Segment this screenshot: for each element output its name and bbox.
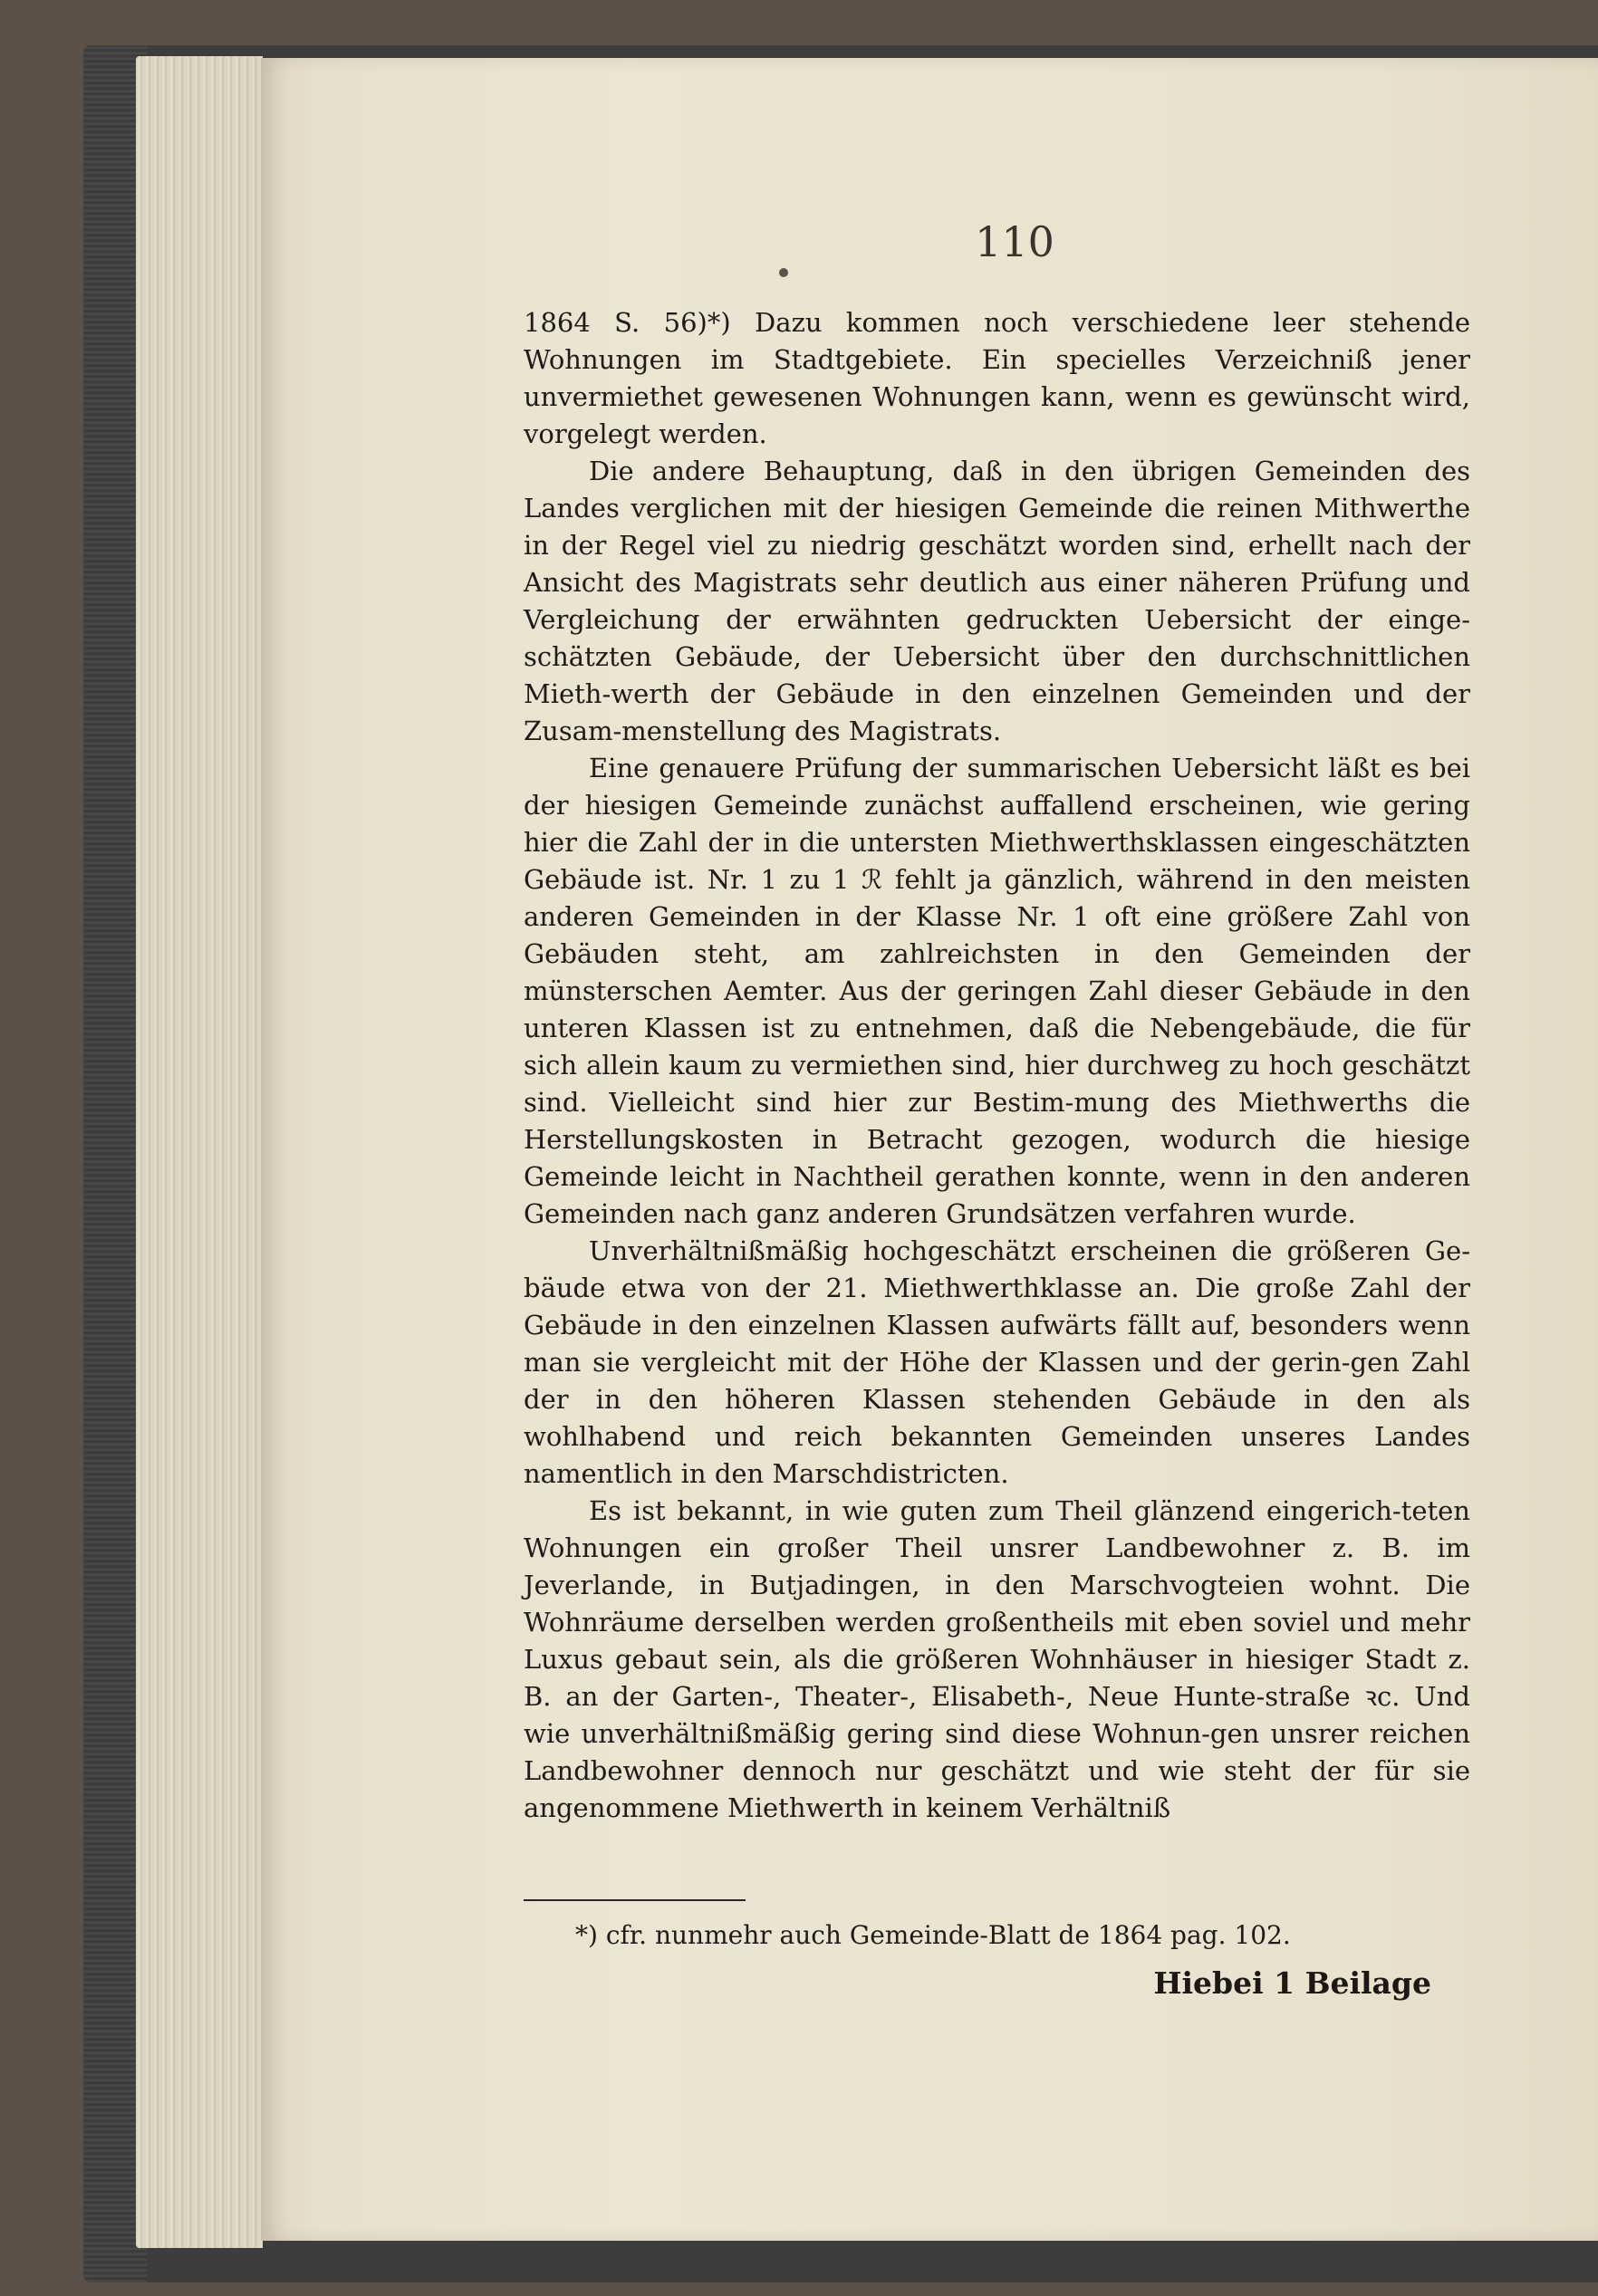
- paragraph: Die andere Behauptung, daß in den übrigen Gemeinden des Landes verglichen mit der hiesigen Gemeinde die reinen Mithwerthe in der Regel viel zu niedrig geschätzt worden sind, erhellt nach der Ansicht des Magistrats sehr deutlich aus einer näheren Prüfung und Vergleichung der erwähnten gedruckten Uebersicht der einge-schätzten Gebäude, der Uebersicht über den durchschnittlichen Mieth-werth der Gebäude in den einzelnen Gemeinden und der Zusam-menstellung des Magistrats.: [524, 456, 1470, 746]
- page-edges: [136, 56, 263, 2248]
- paragraph: Unverhältnißmäßig hochgeschätzt erscheinen die größeren Ge-bäude etwa von der 21. Miethwerthklasse an. Die große Zahl der Gebäude in den einzelnen Klassen aufwärts fällt auf, besonders wenn man sie vergleicht mit der Höhe der Klassen und der gerin-gen Zahl der in den höheren Klassen stehenden Gebäude in den als wohlhabend und reich bekannten Gemeinden unseres Landes namentlich in den Marschdistricten.: [524, 1235, 1470, 1489]
- footnote: *) cfr. nunmehr auch Gemeinde-Blatt de 1864 pag. 102.: [575, 1920, 1291, 1950]
- supplement-note: Hiebei 1 Beilage: [1153, 1965, 1431, 2001]
- paragraph: 1864 S. 56)*) Dazu kommen noch verschiedene leer stehende Wohnungen im Stadtgebiete. Ein specielles Verzeichniß jener unvermiethet gewesenen Wohnungen kann, wenn es gewünscht wird, vorgelegt werden.: [524, 307, 1470, 449]
- printer-dot: [779, 268, 788, 277]
- footnote-divider: [524, 1899, 746, 1901]
- body-text: [524, 304, 1470, 1827]
- page-number: 110: [975, 217, 1054, 266]
- paragraph: Es ist bekannt, in wie guten zum Theil glänzend eingerich-teten Wohnungen ein großer Theil unsrer Landbewohner z. B. im Jeverlande, in Butjadingen, in den Marschvogteien wohnt. Die Wohnräume derselben werden großentheils mit eben soviel und mehr Luxus gebaut sein, als die größeren Wohnhäuser in hiesiger Stadt z. B. an der Garten-, Theater-, Elisabeth-, Neue Hunte-straße ꝛc. Und wie unverhältnißmäßig gering sind diese Wohnun-gen unsrer reichen Landbewohner dennoch nur geschätzt und wie steht der für sie angenommene Miethwerth in keinem Verhältniß: [524, 1495, 1470, 1823]
- paragraph: Eine genauere Prüfung der summarischen Uebersicht läßt es bei der hiesigen Gemeinde zunächst auffallend erscheinen, wie gering hier die Zahl der in die untersten Miethwerthsklassen eingeschätzten Gebäude ist. Nr. 1 zu 1 ℛ fehlt ja gänzlich, während in den meisten anderen Gemeinden in der Klasse Nr. 1 oft eine größere Zahl von Gebäuden steht, am zahlreichsten in den Gemeinden der münsterschen Aemter. Aus der geringen Zahl dieser Gebäude in den unteren Klassen ist zu entnehmen, daß die Nebengebäude, die für sich allein kaum zu vermiethen sind, hier durchweg zu hoch geschätzt sind. Vielleicht sind hier zur Bestim-mung des Miethwerths die Herstellungskosten in Betracht gezogen, wodurch die hiesige Gemeinde leicht in Nachtheil gerathen konnte, wenn in den anderen Gemeinden nach ganz anderen Grundsätzen verfahren wurde.: [524, 753, 1470, 1229]
